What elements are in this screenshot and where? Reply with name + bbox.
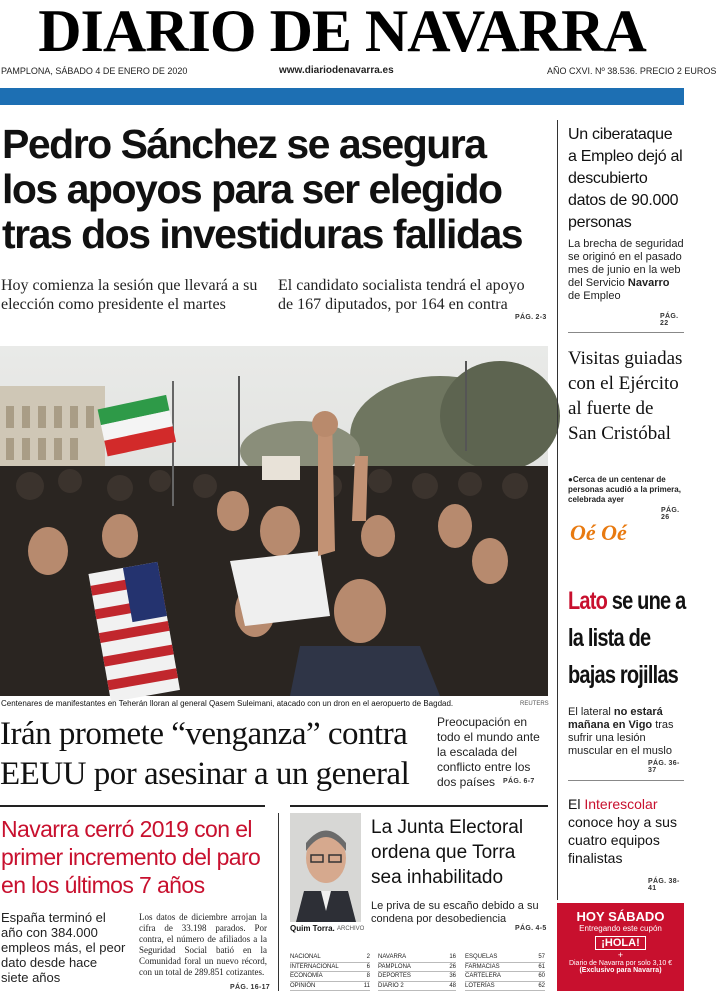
website-link[interactable]: www.diariodenavarra.es — [279, 65, 394, 76]
index-row — [378, 962, 456, 972]
index-section[interactable]: OPINIÓN — [290, 981, 361, 991]
index-page: 36 — [443, 972, 456, 982]
torra-rule — [290, 805, 548, 807]
photo-credit: REUTERS — [520, 701, 549, 707]
index-page: 11 — [361, 981, 370, 991]
place-date: PAMPLONA, SÁBADO 4 DE ENERO DE 2020 — [1, 66, 188, 76]
index-page: 57 — [532, 953, 545, 962]
index-row — [290, 981, 370, 991]
torra-body: Le priva de su escaño debido a su condena por desobediencia — [371, 900, 539, 925]
cyber-headline[interactable]: Un ciberataque a Empleo dejó al descubierto datos de 90.000 personas — [568, 126, 683, 231]
column-divider — [278, 813, 279, 991]
employment-detail: Los datos de diciembre arrojan la cifra de 33.198 parados. Por contra, el número de afiliados a la Seguridad Social batió en la Comunidad foral un nuevo récord, con un total de 289.851 cotizantes. — [139, 912, 267, 977]
index-row — [290, 972, 370, 982]
promo-coupon[interactable] — [557, 903, 684, 991]
protest-photo[interactable] — [0, 346, 548, 696]
osasuna-body: El lateral no estará mañana en Vigo tras sufrir una lesión muscular en el muslo — [568, 706, 674, 757]
torra-photo-credit: ARCHIVO — [337, 926, 365, 932]
index-section[interactable]: INTERNACIONAL — [290, 962, 361, 972]
index-row — [378, 953, 456, 962]
torra-photo-caption: Quim Torra. — [290, 924, 335, 933]
index-section[interactable]: LOTERÍAS — [465, 981, 532, 991]
index-row — [465, 962, 545, 972]
osasuna-page-ref: PÁG. 36-37 — [648, 760, 680, 774]
index-row — [465, 981, 545, 991]
index-page: 6 — [361, 962, 370, 972]
main-deck-left: Hoy comienza la sesión que llevará a su elección como presidente el martes — [1, 277, 258, 313]
index-section[interactable]: CARTELERA — [465, 972, 532, 982]
cyber-page-ref: PÁG. 22 — [660, 313, 679, 327]
employment-page-ref: PÁG. 16-17 — [230, 984, 270, 991]
torra-page-ref: PÁG. 4-5 — [515, 925, 547, 932]
index-page: 48 — [443, 981, 456, 991]
promo-note: (Exclusivo para Navarra) — [579, 967, 662, 974]
promo-plus: + — [617, 950, 624, 960]
protest-photo-illustration — [0, 346, 548, 696]
sidebar-rule-1 — [568, 332, 684, 333]
sidebar-rule-2 — [568, 780, 684, 781]
torra-portrait — [290, 813, 361, 922]
index-section[interactable]: PAMPLONA — [378, 962, 443, 972]
index-section[interactable]: NACIONAL — [290, 953, 361, 962]
index-section[interactable]: DEPORTES — [378, 972, 443, 982]
employment-rule — [0, 805, 265, 807]
torra-headline[interactable]: La Junta Electoral ordena que Torra sea inhabilitado — [371, 817, 524, 888]
sidebar-divider — [557, 120, 558, 900]
masthead-bar — [0, 88, 684, 105]
index-section[interactable]: FARMACIAS — [465, 962, 532, 972]
main-page-ref: PÁG. 2-3 — [515, 314, 547, 321]
iran-headline[interactable]: Irán promete “venganza” contra EEUU por asesinar a un general — [0, 716, 410, 792]
index-page: 60 — [532, 972, 545, 982]
masthead-title: DIARIO DE NAVARRA — [38, 0, 646, 64]
cyber-body: La brecha de seguridad se originó en el pasado mes de junio en la web del Servicio Navarro de Empleo — [568, 238, 684, 302]
index-section[interactable]: ESQUELAS — [465, 953, 532, 962]
osasuna-headline[interactable]: Lato se une a la lista de bajas rojillas — [568, 587, 686, 689]
index-page: 16 — [443, 953, 456, 962]
index-section[interactable]: NAVARRA — [378, 953, 443, 962]
visitas-page-ref: PÁG. 26 — [661, 507, 680, 521]
interescolar-headline[interactable]: El Interescolar conoce hoy a sus cuatro equipos finalistas — [568, 796, 677, 866]
visitas-headline[interactable]: Visitas guiadas con el Ejército al fuerte de San Cristóbal — [568, 348, 683, 444]
index-row — [290, 962, 370, 972]
osasuna-logo: Oé Oé — [570, 520, 627, 545]
index-page: 61 — [532, 962, 545, 972]
index-row — [465, 953, 545, 962]
index-row — [378, 981, 456, 991]
index-row — [378, 972, 456, 982]
index-col-3 — [465, 953, 545, 991]
main-headline[interactable]: Pedro Sánchez se asegura los apoyos para ser elegido tras dos investiduras fallidas — [2, 121, 523, 257]
promo-brand: ¡HOLA! — [595, 936, 646, 950]
index-row — [290, 953, 370, 962]
employment-headline[interactable]: Navarra cerró 2019 con el primer incremento del paro en los últimos 7 años — [1, 816, 261, 898]
iran-side-text: Preocupación en todo el mundo ante la escalada del conflicto entre los dos países — [437, 715, 540, 789]
photo-caption: Centenares de manifestantes en Teherán lloran al general Qasem Suleimani, atacado con un dron en el aeropuerto de Bagdad. — [1, 699, 454, 708]
edition-info: AÑO CXVI. Nº 38.536. PRECIO 2 EUROS — [547, 66, 716, 76]
index-section[interactable]: ECONOMÍA — [290, 972, 361, 982]
promo-title: HOY SÁBADO — [576, 909, 665, 924]
index-col-1 — [290, 953, 370, 991]
visitas-body: ●Cerca de un centenar de personas acudió a la primera, celebrada ayer — [568, 475, 681, 504]
index-row — [465, 972, 545, 982]
index-page: 26 — [443, 962, 456, 972]
promo-sub: Entregando este cupón — [579, 924, 662, 933]
index-page: 62 — [532, 981, 545, 991]
index-page: 8 — [361, 972, 370, 982]
iran-page-ref: PÁG. 6-7 — [503, 778, 535, 785]
index-page: 2 — [361, 953, 370, 962]
promo-offer: Diario de Navarra por solo 3,10 € — [568, 960, 673, 967]
interescolar-page-ref: PÁG. 38-41 — [648, 878, 680, 892]
employment-body: España terminó el año con 384.000 empleos más, el peor dato desde hace siete años — [1, 910, 126, 985]
main-deck-right: El candidato socialista tendrá el apoyo de 167 diputados, por 164 en contra — [278, 277, 525, 313]
index-col-2 — [378, 953, 456, 991]
index-section[interactable]: DIARIO 2 — [378, 981, 443, 991]
torra-photo[interactable] — [290, 813, 361, 922]
